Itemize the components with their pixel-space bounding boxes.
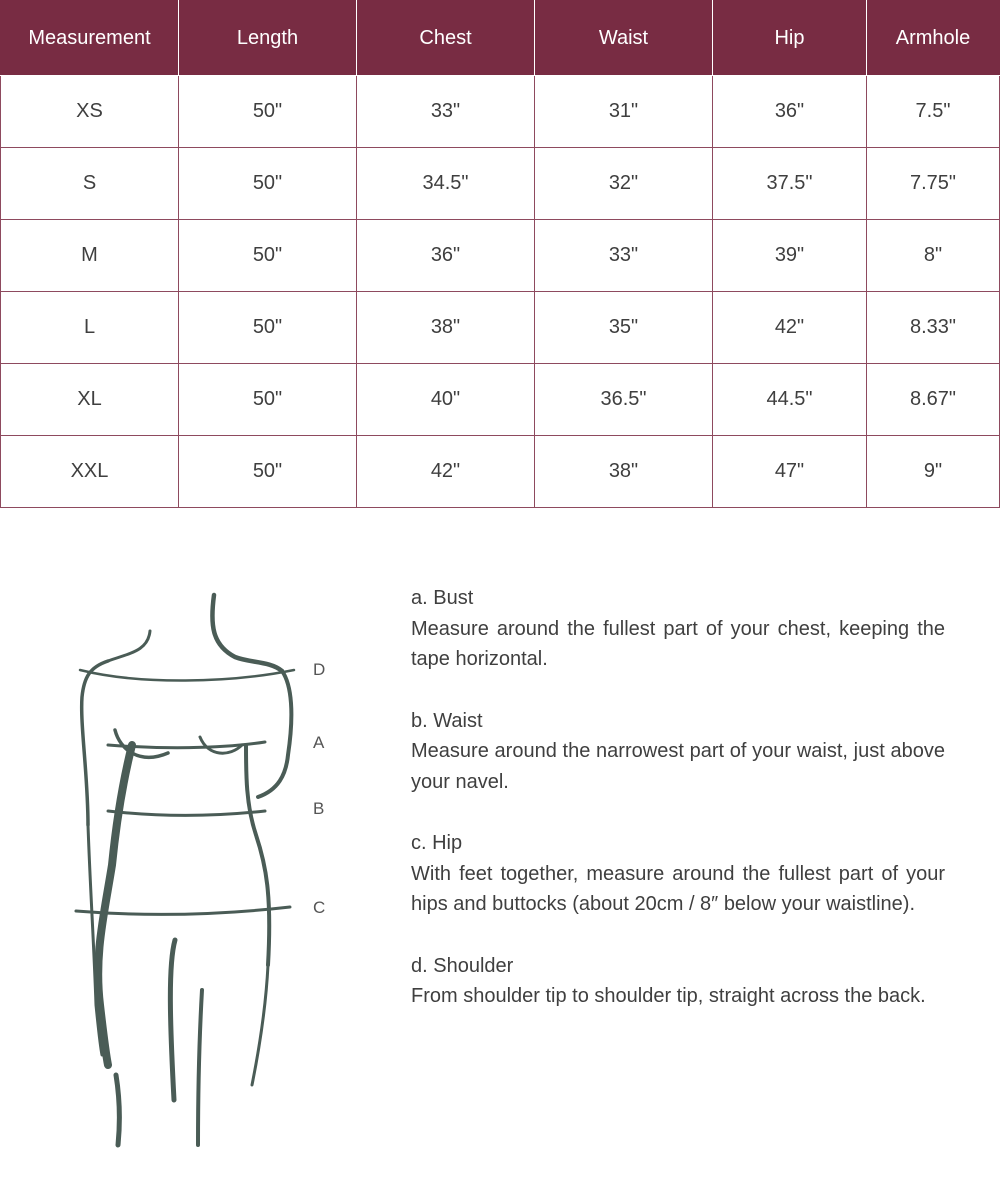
length-cell: 50" — [179, 364, 357, 436]
table-row — [1, 76, 1000, 148]
size-chart-table — [0, 0, 1000, 508]
armhole-cell: 7.75" — [867, 148, 1000, 220]
guide-item-waist — [411, 706, 945, 798]
chest-cell: 36" — [357, 220, 535, 292]
guide-description: Measure around the fullest part of your chest, keeping the tape horizontal. — [411, 617, 945, 670]
label-c: C — [313, 898, 326, 917]
waist-cell: 36.5" — [535, 364, 713, 436]
chest-cell: 40" — [357, 364, 535, 436]
body-outline-illustration — [60, 585, 360, 1160]
size-cell: XXL — [1, 436, 179, 508]
right-body-outline — [246, 745, 269, 965]
body-measurement-figure — [60, 585, 360, 1160]
table-row — [1, 220, 1000, 292]
armhole-cell: 9" — [867, 436, 1000, 508]
shoulder-line-d — [80, 670, 294, 681]
guide-title: c. Hip — [411, 832, 463, 854]
header-measurement: Measurement — [1, 1, 179, 76]
right-leg-outline — [252, 965, 268, 1085]
table-header-row — [1, 1, 1000, 76]
label-b: B — [313, 799, 325, 818]
size-cell: S — [1, 148, 179, 220]
waist-cell: 32" — [535, 148, 713, 220]
table-row — [1, 436, 1000, 508]
header-chest: Chest — [357, 1, 535, 76]
lower-left-leg — [116, 1075, 119, 1145]
chest-cell: 38" — [357, 292, 535, 364]
inner-right-leg — [198, 990, 202, 1145]
header-waist: Waist — [535, 1, 713, 76]
left-shoulder-line — [82, 661, 108, 825]
length-cell: 50" — [179, 292, 357, 364]
table-row — [1, 364, 1000, 436]
armhole-cell: 7.5" — [867, 76, 1000, 148]
neck-right-line — [212, 595, 282, 671]
hip-cell: 39" — [713, 220, 867, 292]
length-cell: 50" — [179, 436, 357, 508]
waist-cell: 38" — [535, 436, 713, 508]
neck-left-line — [108, 631, 150, 661]
header-hip: Hip — [713, 1, 867, 76]
right-shoulder-line — [258, 671, 291, 797]
guide-title: d. Shoulder — [411, 954, 514, 977]
hip-cell: 44.5" — [713, 364, 867, 436]
hip-cell: 37.5" — [713, 148, 867, 220]
length-cell: 50" — [179, 148, 357, 220]
size-cell: XS — [1, 76, 179, 148]
guide-description: Measure around the narrowest part of your waist, just above your navel. — [411, 740, 945, 793]
waist-cell: 35" — [535, 292, 713, 364]
size-cell: L — [1, 292, 179, 364]
inner-left-leg — [170, 940, 175, 1100]
size-cell: M — [1, 220, 179, 292]
hip-cell: 42" — [713, 292, 867, 364]
length-cell: 50" — [179, 76, 357, 148]
header-armhole: Armhole — [867, 1, 1000, 76]
chest-cell: 33" — [357, 76, 535, 148]
chest-cell: 42" — [357, 436, 535, 508]
armhole-cell: 8" — [867, 220, 1000, 292]
chest-cell: 34.5" — [357, 148, 535, 220]
table-row — [1, 148, 1000, 220]
guide-description: With feet together, measure around the fullest part of your hips and buttocks (about 20cm / 8″ below your waistline). — [411, 862, 945, 915]
waist-cell: 33" — [535, 220, 713, 292]
guide-item-hip — [411, 828, 945, 920]
guide-description: From shoulder tip to shoulder tip, straight across the back. — [411, 985, 926, 1007]
size-cell: XL — [1, 364, 179, 436]
waist-cell: 31" — [535, 76, 713, 148]
armhole-cell: 8.67" — [867, 364, 1000, 436]
header-length: Length — [179, 1, 357, 76]
guide-item-bust — [411, 583, 945, 675]
guide-title: a. Bust — [411, 587, 474, 609]
armhole-cell: 8.33" — [867, 292, 1000, 364]
measurement-guide — [411, 583, 945, 1043]
waist-line-b — [108, 811, 265, 816]
guide-title: b. Waist — [411, 709, 483, 732]
table-row — [1, 292, 1000, 364]
length-cell: 50" — [179, 220, 357, 292]
label-a: A — [313, 733, 325, 752]
left-bust-curve — [115, 730, 168, 757]
guide-item-shoulder — [411, 951, 945, 1012]
torso-left-curve — [98, 745, 132, 1065]
hip-cell: 47" — [713, 436, 867, 508]
label-d: D — [313, 660, 326, 679]
hip-cell: 36" — [713, 76, 867, 148]
